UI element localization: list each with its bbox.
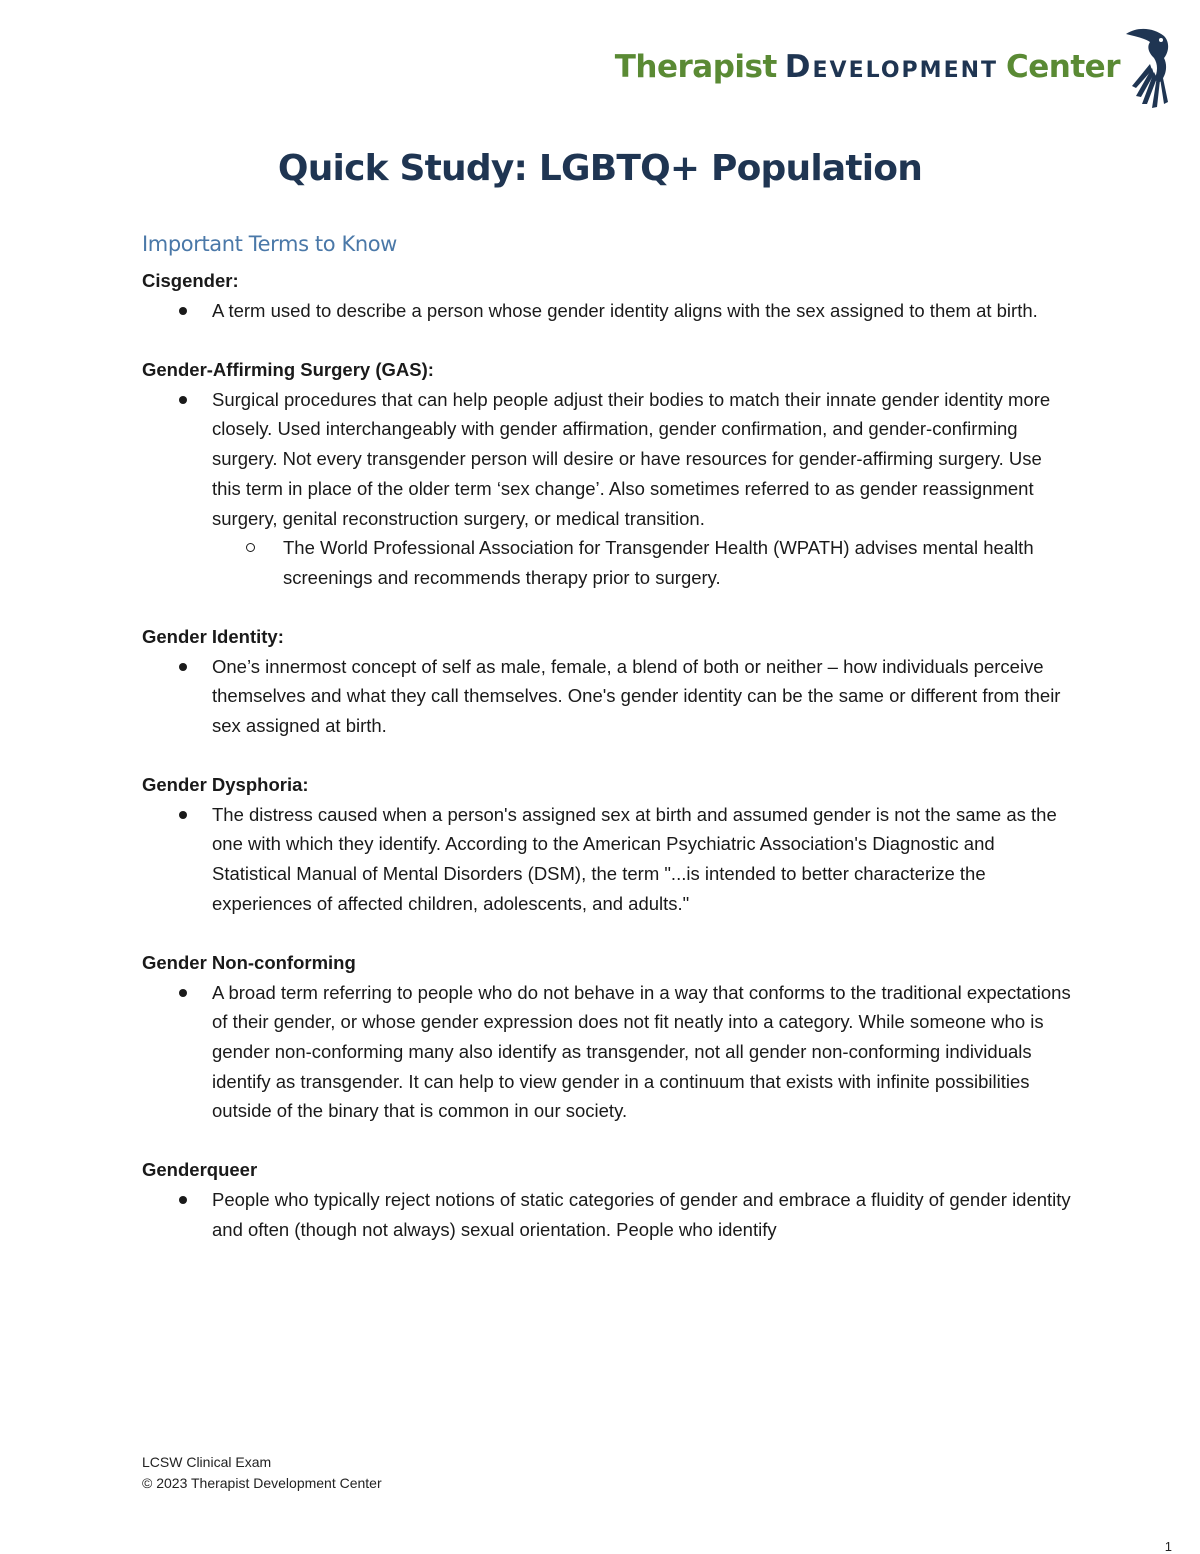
term-title: Gender Dysphoria:: [142, 773, 309, 795]
term-block: [142, 622, 1072, 741]
brand-logo: [615, 22, 1172, 112]
footer-exam-label: LCSW Clinical Exam: [142, 1454, 272, 1470]
definition-item: [212, 978, 1072, 1127]
definition-text: A term used to describe a person whose gender identity aligns with the sex assigned to them at birth.: [212, 300, 1038, 321]
definition-item: [212, 652, 1072, 741]
definition-text: A broad term referring to people who do not behave in a way that conforms to the traditional expectations of their gender, or whose gender expression does not fit neatly into a category. While someone who is gender non-conforming many also identify as transgender, not all gender non-conforming individuals identify as transgender. It can help to view gender in a continuum that exists with infinite possibilities outside of the binary that is common in our society.: [212, 981, 1071, 1122]
term-block: [142, 770, 1072, 919]
term-block: [142, 355, 1072, 593]
definition-list: [142, 978, 1072, 1127]
term-title: Gender-Affirming Surgery (GAS):: [142, 358, 434, 380]
definition-list: [142, 296, 1072, 326]
term-title: Gender Identity:: [142, 625, 284, 647]
definition-text: The distress caused when a person's assigned sex at birth and assumed gender is not the same as the one with which they identify. According to the American Psychiatric Association's Diagnostic and Statistical Manual of Mental Disorders (DSM), the term "...is intended to better characterize the experiences of affected children, adolescents, and adults.": [212, 803, 1057, 914]
definition-list: [142, 385, 1072, 593]
term-title: Cisgender:: [142, 270, 239, 291]
definition-text: Surgical procedures that can help people adjust their bodies to match their innate gender identity more closely. Used interchangeably with gender affirmation, gender confirmation, and gender-confirming surgery. Not every transgender person will desire or have resources for gender-affirming surgery. Use this term in place of the older term ‘sex change’. Also sometimes referred to as gender reassignment surgery, genital reconstruction surgery, or medical transition.: [212, 388, 1051, 529]
page-footer: [142, 1452, 382, 1494]
definition-list: [142, 1185, 1072, 1244]
terms-list: [142, 266, 1072, 1244]
definition-item: [212, 385, 1072, 593]
logo-word-development: Development: [784, 49, 999, 85]
logo-word-center: Center: [1006, 49, 1120, 85]
term-block: [142, 1155, 1072, 1244]
definition-item: [212, 296, 1072, 326]
definition-text: One’s innermost concept of self as male, female, a blend of both or neither – how individuals perceive themselves and what they call themselves. One's gender identity can be the same or different from their sex assigned at birth.: [212, 655, 1061, 737]
section-heading: Important Terms to Know: [142, 232, 397, 256]
term-block: [142, 948, 1072, 1127]
logo-wordmark: [615, 49, 1120, 85]
definition-text: People who typically reject notions of static categories of gender and embrace a fluidity of gender identity and often (though not always) sexual orientation. People who identify: [212, 1189, 1071, 1240]
definition-list: [142, 800, 1072, 919]
bird-icon: [1124, 24, 1172, 110]
definition-list: [142, 652, 1072, 741]
document-body: [142, 232, 1072, 1273]
page-number: 1: [1164, 1539, 1172, 1554]
term-block: [142, 266, 1072, 326]
sub-definition-list: [212, 533, 1072, 592]
page-title: Quick Study: LGBTQ+ Population: [277, 148, 923, 189]
sub-definition-text: The World Professional Association for Transgender Health (WPATH) advises mental health screenings and recommends therapy prior to surgery.: [283, 537, 1034, 588]
logo-word-therapist: Therapist: [614, 49, 777, 85]
footer-copyright: © 2023 Therapist Development Center: [142, 1475, 382, 1491]
term-title: Gender Non-conforming: [142, 951, 356, 973]
term-title: Genderqueer: [142, 1159, 258, 1181]
definition-item: [212, 1185, 1072, 1244]
definition-item: [212, 800, 1072, 919]
sub-definition-item: [283, 533, 1072, 592]
